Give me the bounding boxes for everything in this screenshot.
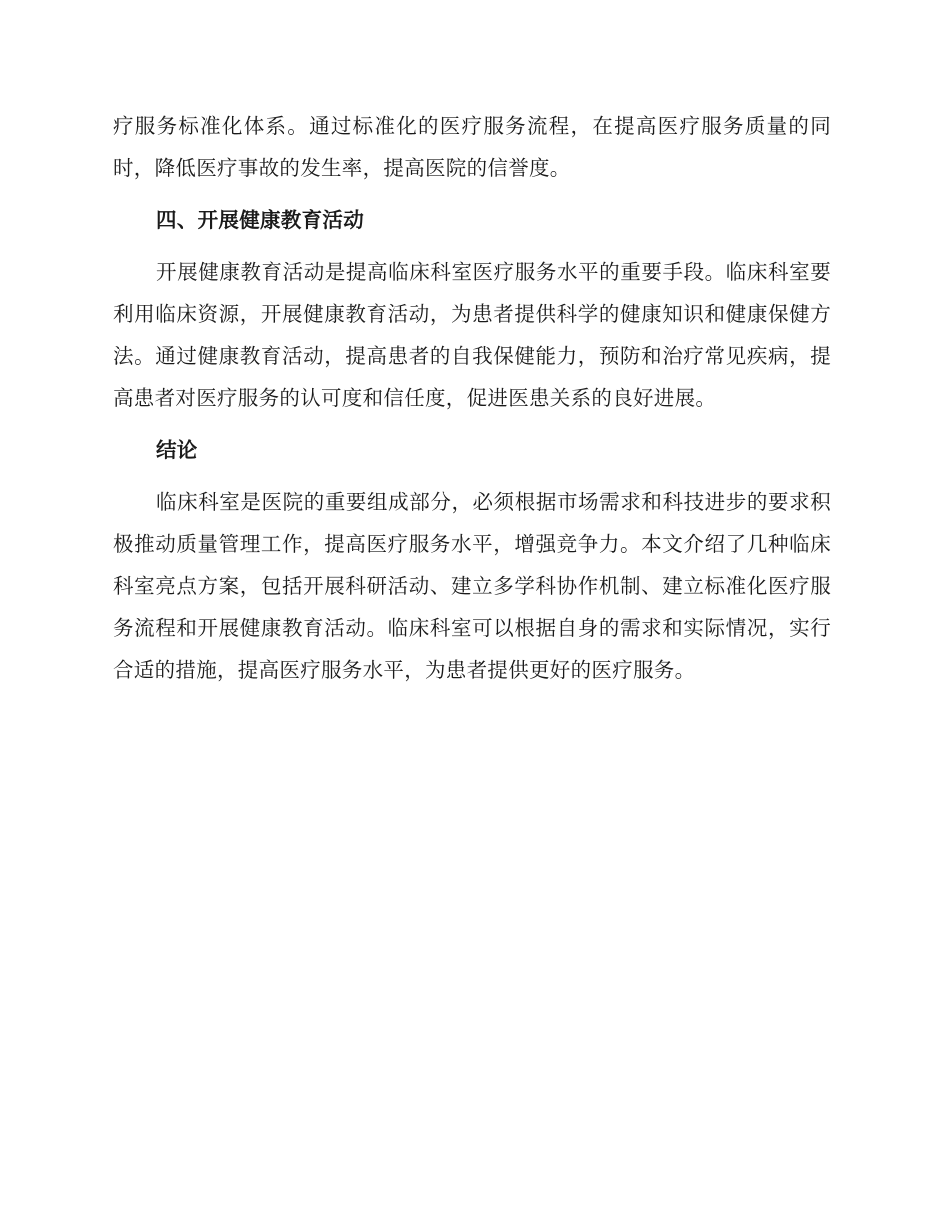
paragraph-health-education: 开展健康教育活动是提高临床科室医疗服务水平的重要手段。临床科室要利用临床资源，开展健康教育活动，为患者提供科学的健康知识和健康保健方法。通过健康教育活动，提高患者的自我保健能力，预防和治疗常见疾病，提高患者对医疗服务的认可度和信任度，促进医患关系的良好进展。 [113, 260, 831, 410]
section-heading-conclusion: 结论 [156, 438, 198, 462]
paragraph-conclusion: 临床科室是医院的重要组成部分，必须根据市场需求和科技进步的要求积极推动质量管理工作，提高医疗服务水平，增强竞争力。本文介绍了几种临床科室亮点方案，包括开展科研活动、建立多学科协作机制、建立标准化医疗服务流程和开展健康教育活动。临床科室可以根据自身的需求和实际情况，实行合适的措施，提高医疗服务水平，为患者提供更好的医疗服务。 [113, 490, 831, 682]
paragraph-continued-standardization: 疗服务标准化体系。通过标准化的医疗服务流程，在提高医疗服务质量的同时，降低医疗事故的发生率，提高医院的信誉度。 [113, 114, 831, 180]
document-body [113, 105, 831, 701]
section-heading-health-education: 四、开展健康教育活动 [156, 208, 364, 232]
